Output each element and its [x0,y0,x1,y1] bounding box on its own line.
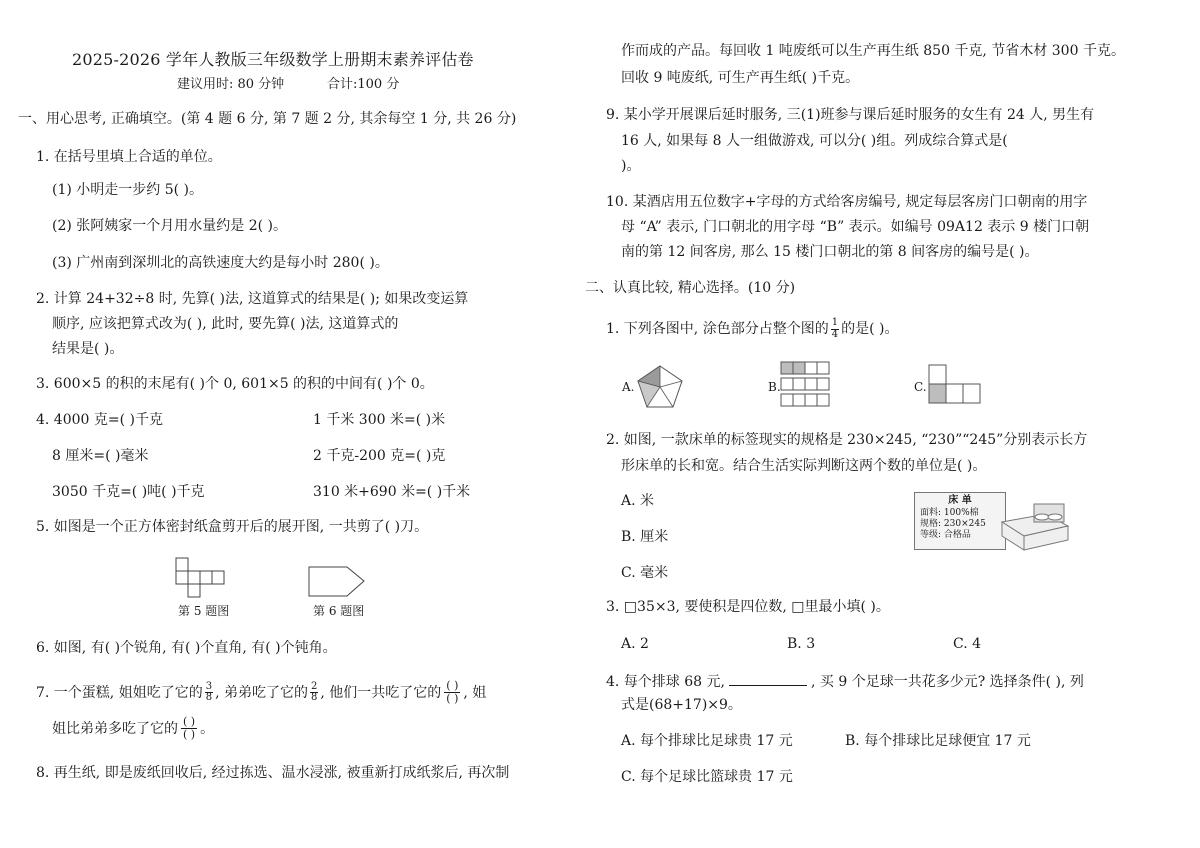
s2-q1-option-a-label: A. [622,380,635,394]
s2-q4-option-c: C. 每个足球比篮球贵 17 元 [621,769,793,785]
section2-heading: 二、认真比较, 精心选择。(10 分) [585,280,796,296]
q3: 3. 600×5 的积的末尾有( )个 0, 601×5 的积的中间有( )个 0。 [36,376,434,392]
s2-q3-option-b: B. 3 [787,636,816,652]
s2-q4-option-b: B. 每个排球比足球便宜 17 元 [845,733,1031,749]
s2-q3-option-a: A. 2 [621,636,649,652]
q2-line2: 顺序, 应该把算式改为( ), 此时, 要先算( )法, 这道算式的 [52,316,399,332]
s2-q4-option-a: A. 每个排球比足球贵 17 元 [621,733,793,749]
q4-b: 1 千米 300 米=( )米 [313,412,446,428]
q10-line2: 母 “A” 表示, 门口朝北的用字母 “B” 表示。如编号 09A12 表示 9 楼门口朝 [621,219,1090,235]
pentagon-figure [307,565,367,599]
q8-line1: 8. 再生纸, 即是废纸回收后, 经过拣选、温水浸涨, 被重新打成纸浆后, 再次制 [36,765,510,781]
q5: 5. 如图是一个正方体密封纸盒剪开后的展开图, 一共剪了( )刀。 [36,519,429,535]
s2-q2-option-b: B. 厘米 [621,529,669,545]
s2-q1-option-b-label: B. [768,380,781,394]
q7-line2: 姐比弟弟多吃了它的 ( ) ( ) 。 [52,715,215,742]
bedsheet-label-fabric: 面料: 100%棉 [920,507,979,518]
bed-illustration [996,500,1070,552]
fraction-1-4: $\frac{1}{4}$ [831,317,839,340]
q4-c: 8 厘米=( )毫米 [52,448,149,464]
s2-q4-line1: 4. 每个排球 68 元, , 买 9 个足球一共花多少元? 选择条件( ), 列 [606,674,1084,690]
pentagon-shaded-option [636,364,684,410]
q6: 6. 如图, 有( )个锐角, 有( )个直角, 有( )个钝角。 [36,640,337,656]
q2-line1: 2. 计算 24+32÷8 时, 先算( )法, 这道算式的结果是( ); 如果改变运算 [36,291,469,307]
section1-heading: 一、用心思考, 正确填空。(第 4 题 6 分, 第 7 题 2 分, 其余每空 1 分, 共 26 分) [18,111,517,127]
fraction-3-8: $\frac{3}{8}$ [205,680,213,704]
q9-line1: 9. 某小学开展课后延时服务, 三(1)班参与课后延时服务的女生有 24 人, 男生有 [606,107,1095,123]
q9-line2: 16 人, 如果每 8 人一组做游戏, 可以分( )组。列成综合算式是( [621,133,1008,149]
q1-a: (1) 小明走一步约 5( )。 [52,182,204,198]
total-score: 合计:100 分 [327,77,400,92]
s2-q3-option-c: C. 4 [953,636,982,652]
l-shape-shaded-option [928,364,986,406]
fraction-blank-2: ( ) ( ) [183,715,196,742]
q8-line2: 作而成的产品。每回收 1 吨废纸可以生产再生纸 850 千克, 节省木材 300 千克。 [621,43,1125,59]
s2-q2-option-a: A. 米 [621,493,655,509]
q1-c: (3) 广州南到深圳北的高铁速度大约是每小时 280( )。 [52,255,389,271]
q4-d: 2 千克-200 克=( )克 [313,448,446,464]
q2-line3: 结果是( )。 [52,341,124,357]
s2-q1-option-c-label: C. [914,380,927,394]
bedsheet-label [914,492,1006,550]
answer-blank-line [729,673,807,686]
q1-stem: 1. 在括号里填上合适的单位。 [36,149,222,165]
suggested-time: 建议用时: 80 分钟 [177,77,285,92]
bedsheet-label-title: 床 单 [948,495,972,506]
fraction-blank-1: ( ) ( ) [446,679,459,706]
q1-b: (2) 张阿姨家一个月用水量约是 2( )。 [52,218,288,234]
q9-line3: )。 [621,158,641,174]
q7-line1: 7. 一个蛋糕, 姐姐吃了它的 $\frac{3}{8}$ , 弟弟吃了它的 $\frac{2}{8}$ , 他们一共吃了它的 ( ) ( ) , 姐 [36,679,487,706]
q10-line3: 南的第 12 间客房, 那么 15 楼门口朝北的第 8 间客房的编号是( )。 [621,244,1039,260]
bedsheet-label-size: 规格: 230×245 [920,518,986,529]
s2-q2-line1: 2. 如图, 一款床单的标签现实的规格是 230×245, “230”“245”分别表示长方 [606,432,1088,448]
s2-q2-line2: 形床单的长和宽。结合生活实际判断这两个数的单位是( )。 [621,458,987,474]
cube-net-figure [174,556,234,600]
q4-a: 4. 4000 克=( )千克 [36,412,163,428]
s2-q2-option-c: C. 毫米 [621,565,669,581]
bedsheet-label-grade: 等级: 合格品 [920,530,971,540]
q8-line3: 回收 9 吨废纸, 可生产再生纸( )千克。 [621,70,860,86]
page-title: 2025-2026 学年人教版三年级数学上册期末素养评估卷 [72,50,474,69]
fraction-2-8: $\frac{2}{8}$ [311,680,318,704]
q10-line1: 10. 某酒店用五位数字+字母的方式给客房编号, 规定每层客房门口朝南的用字 [606,194,1088,210]
s2-q3-stem: 3. □35×3, 要使积是四位数, □里最小填( )。 [606,599,890,615]
fig6-caption: 第 6 题图 [313,604,365,618]
grid-shaded-option [780,361,832,411]
fig5-caption: 第 5 题图 [178,604,230,618]
s2-q4-line2: 式是(68+17)×9。 [621,697,742,713]
q4-e: 3050 千克=( )吨( )千克 [52,484,205,500]
q4-f: 310 米+690 米=( )千米 [313,484,471,500]
s2-q1-stem: 1. 下列各图中, 涂色部分占整个图的 $\frac{1}{4}$ 的是( )。 [606,317,899,340]
